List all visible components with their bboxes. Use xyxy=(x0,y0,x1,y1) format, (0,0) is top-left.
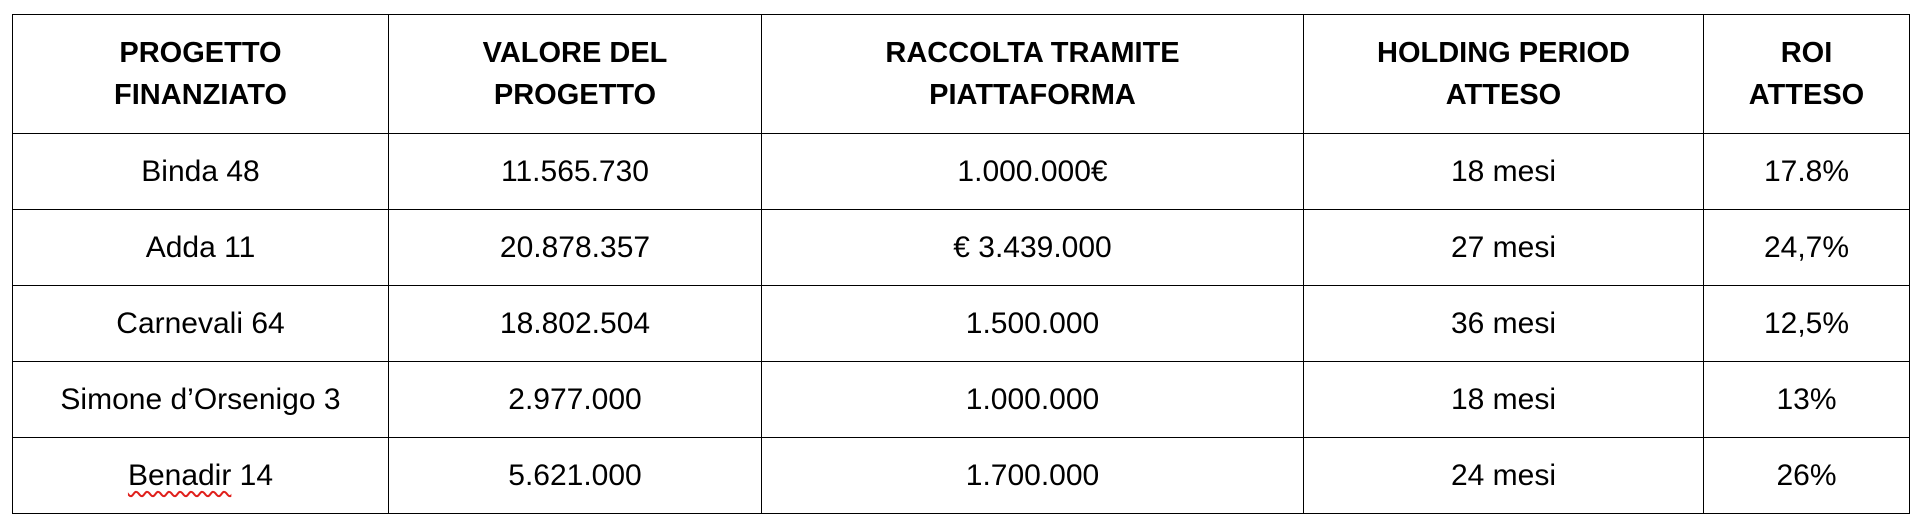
table-row xyxy=(13,210,1910,286)
cell-roi: 12,5% xyxy=(1704,286,1910,362)
cell-holding-period: 27 mesi xyxy=(1304,210,1704,286)
spellcheck-word: Benadir xyxy=(127,458,232,492)
projects-table xyxy=(12,14,1910,514)
cell-roi: 26% xyxy=(1704,438,1910,514)
cell-raccolta: 1.500.000 xyxy=(762,286,1304,362)
cell-valore: 2.977.000 xyxy=(389,362,762,438)
cell-roi: 17.8% xyxy=(1704,134,1910,210)
cell-raccolta: € 3.439.000 xyxy=(762,210,1304,286)
cell-holding-period: 18 mesi xyxy=(1304,362,1704,438)
cell-valore: 20.878.357 xyxy=(389,210,762,286)
table-row xyxy=(13,286,1910,362)
cell-valore: 11.565.730 xyxy=(389,134,762,210)
header-row xyxy=(13,15,1910,134)
header-valore-del-progetto: VALORE DEL PROGETTO xyxy=(389,15,762,134)
cell-progetto: Binda 48 xyxy=(13,134,389,210)
cell-progetto: Simone d’Orsenigo 3 xyxy=(13,362,389,438)
cell-progetto: Benadir 14 xyxy=(13,438,389,514)
cell-raccolta: 1.700.000 xyxy=(762,438,1304,514)
cell-progetto: Adda 11 xyxy=(13,210,389,286)
header-roi-atteso: ROI ATTESO xyxy=(1704,15,1910,134)
cell-raccolta: 1.000.000 xyxy=(762,362,1304,438)
table-row xyxy=(13,438,1910,514)
cell-roi: 13% xyxy=(1704,362,1910,438)
table-row xyxy=(13,134,1910,210)
cell-valore: 5.621.000 xyxy=(389,438,762,514)
cell-valore: 18.802.504 xyxy=(389,286,762,362)
cell-roi: 24,7% xyxy=(1704,210,1910,286)
header-raccolta-tramite-piattaforma: RACCOLTA TRAMITE PIATTAFORMA xyxy=(762,15,1304,134)
table-row xyxy=(13,362,1910,438)
cell-progetto: Carnevali 64 xyxy=(13,286,389,362)
cell-raccolta: 1.000.000€ xyxy=(762,134,1304,210)
cell-holding-period: 18 mesi xyxy=(1304,134,1704,210)
header-progetto-finanziato: PROGETTO FINANZIATO xyxy=(13,15,389,134)
header-holding-period-atteso: HOLDING PERIOD ATTESO xyxy=(1304,15,1704,134)
cell-holding-period: 24 mesi xyxy=(1304,438,1704,514)
cell-holding-period: 36 mesi xyxy=(1304,286,1704,362)
